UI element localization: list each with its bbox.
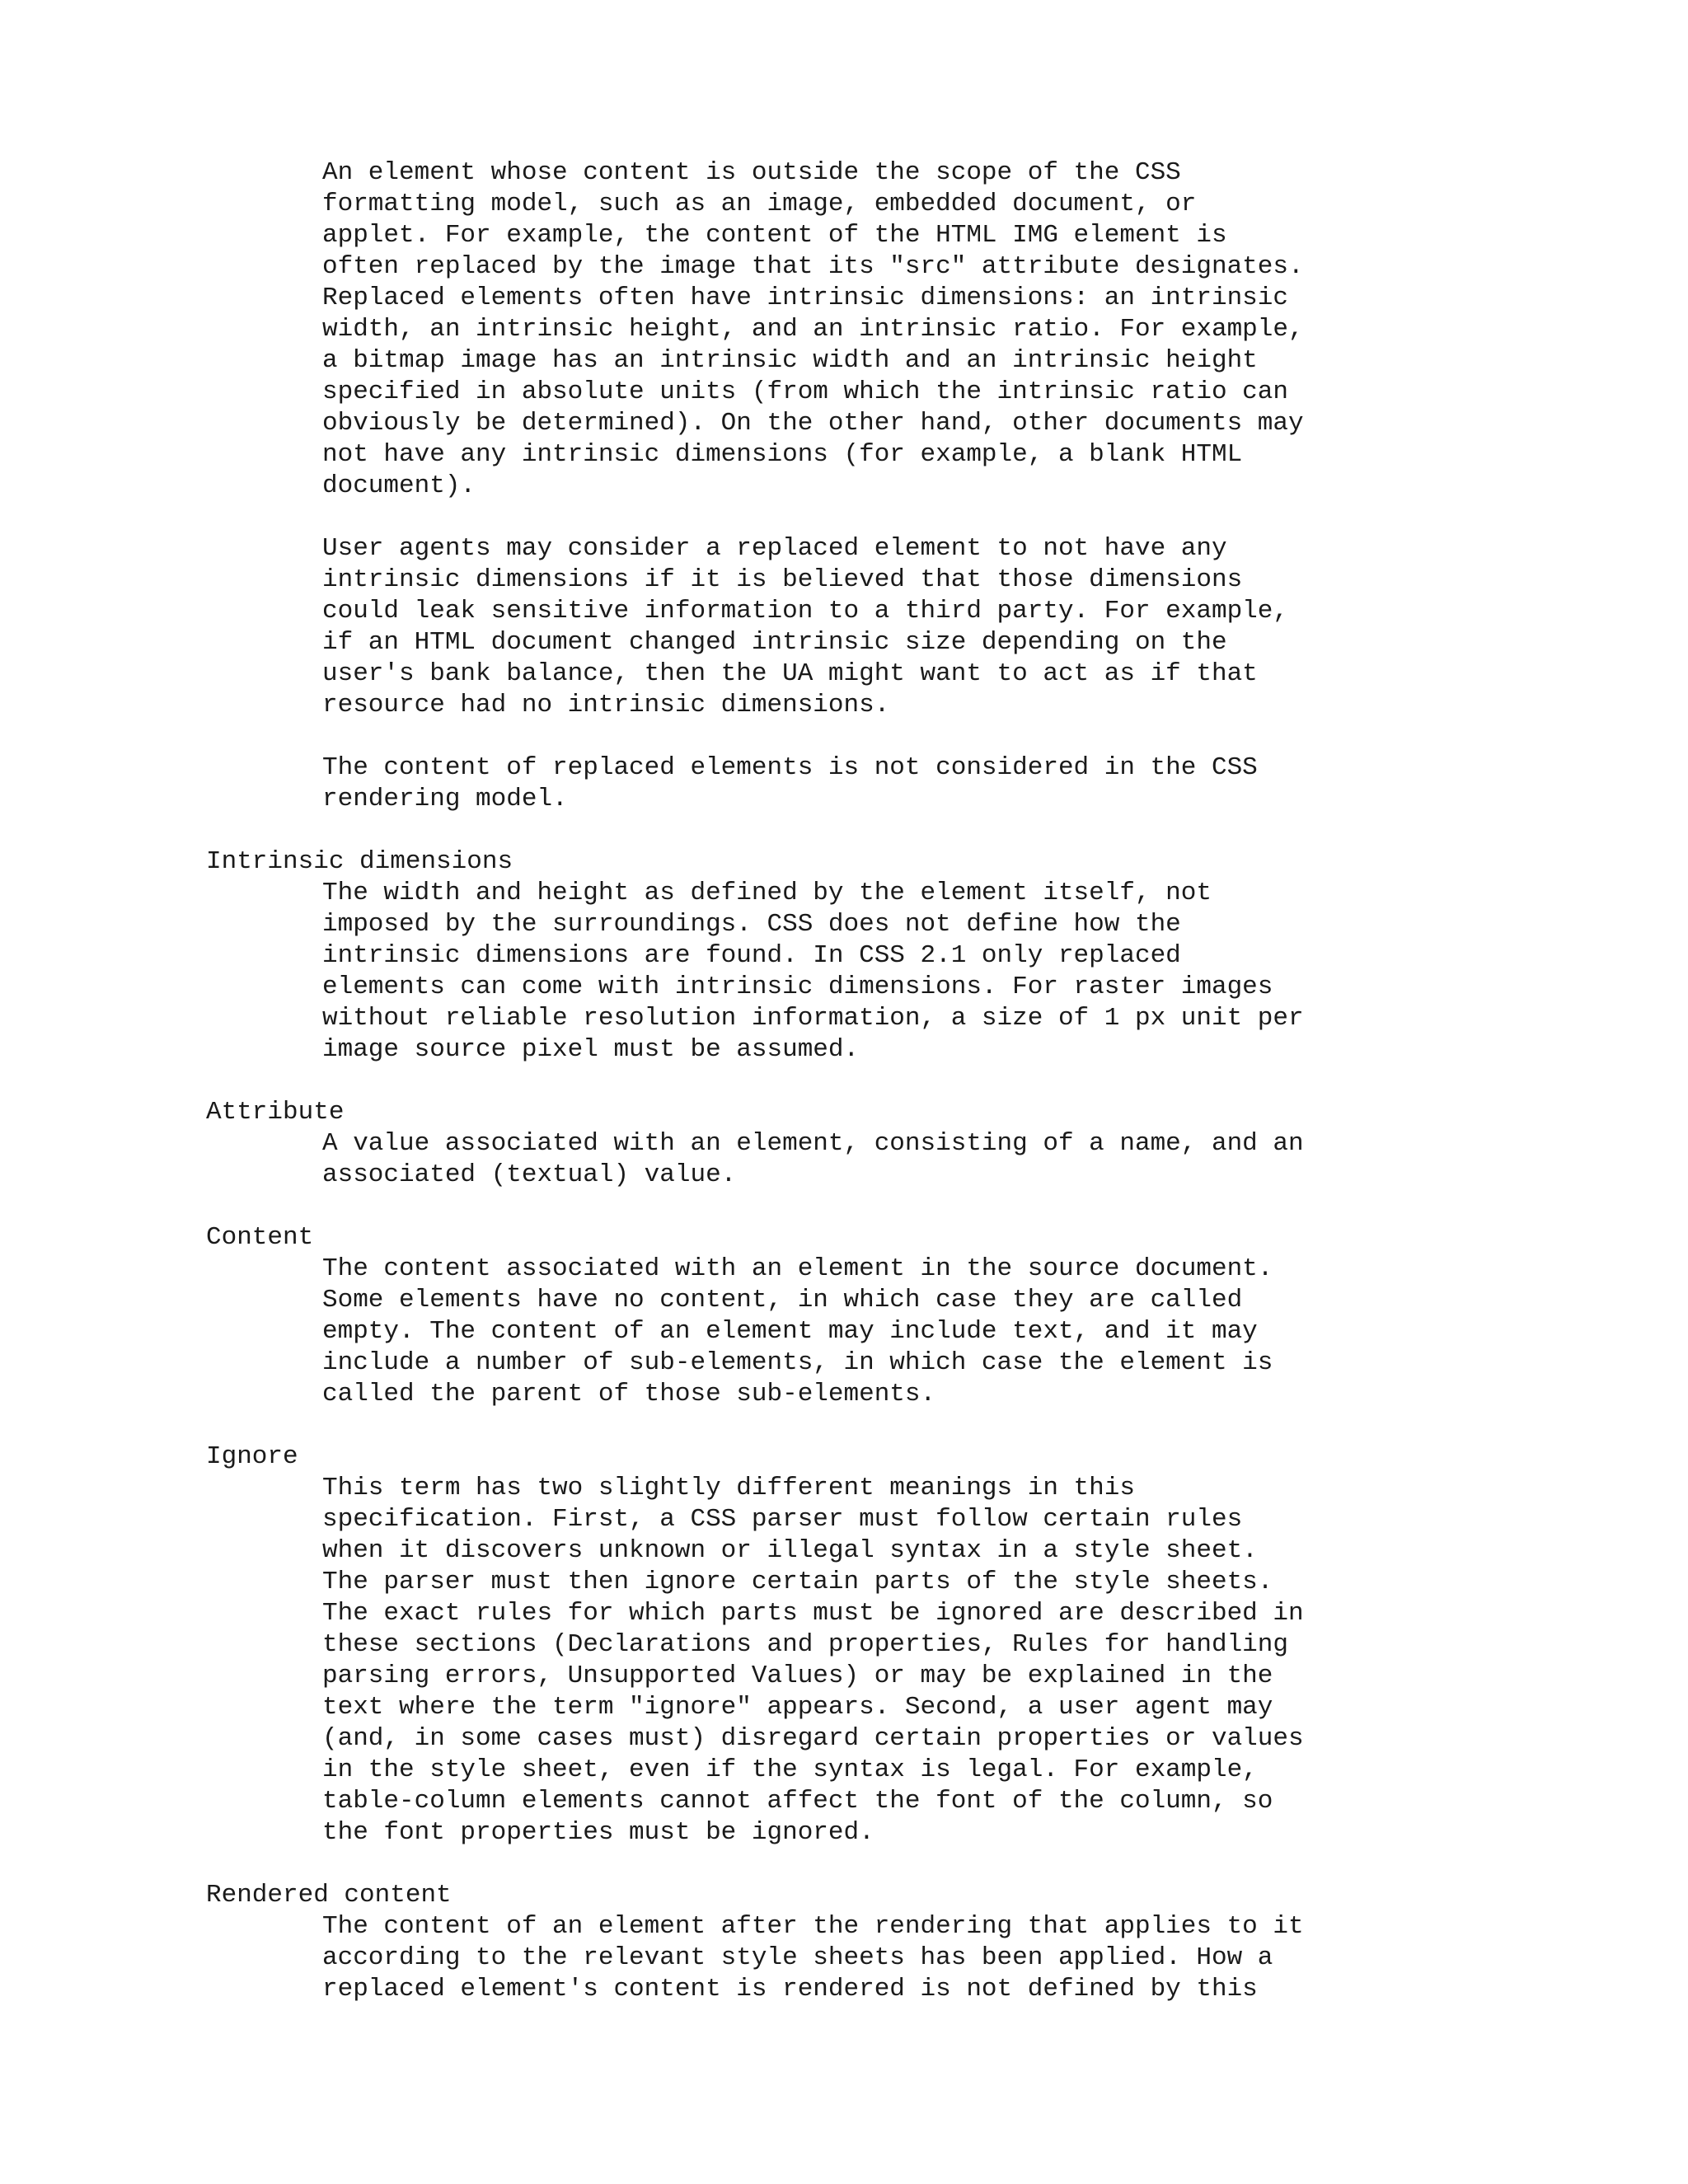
text-line: document). [322,471,476,500]
definition-term: Attribute [206,1098,345,1127]
text-line: if an HTML document changed intrinsic size depending on the [322,628,1227,657]
text-line: The content of replaced elements is not considered in the CSS [322,753,1258,782]
text-line: intrinsic dimensions if it is believed that those dimensions [322,565,1243,594]
text-line: formatting model, such as an image, embedded document, or [322,190,1197,218]
text-line: image source pixel must be assumed. [322,1035,860,1064]
definition-term: Ignore [206,1442,298,1471]
text-line: replaced element's content is rendered is not defined by this [322,1975,1258,2004]
text-line: these sections (Declarations and properties, Rules for handling [322,1630,1288,1659]
text-line: called the parent of those sub-elements. [322,1380,936,1408]
text-line: rendering model. [322,785,568,813]
text-line: obviously be determined). On the other hand, other documents may [322,409,1304,438]
text-line: table-column elements cannot affect the font of the column, so [322,1787,1273,1816]
text-line: An element whose content is outside the scope of the CSS [322,158,1181,187]
text-line: according to the relevant style sheets has been applied. How a [322,1943,1273,1972]
text-line: imposed by the surroundings. CSS does not define how the [322,910,1181,939]
text-line: The exact rules for which parts must be ignored are described in [322,1599,1304,1628]
text-line: Some elements have no content, in which case they are called [322,1286,1243,1315]
text-line: applet. For example, the content of the HTML IMG element is [322,221,1227,250]
text-line: width, an intrinsic height, and an intrinsic ratio. For example, [322,315,1304,344]
text-line: when it discovers unknown or illegal syntax in a style sheet. [322,1536,1258,1565]
text-line: often replaced by the image that its "src" attribute designates. [322,252,1304,281]
text-line: User agents may consider a replaced element to not have any [322,534,1227,563]
text-line: The parser must then ignore certain parts of the style sheets. [322,1568,1273,1596]
text-line: associated (textual) value. [322,1160,737,1189]
definition-term: Intrinsic dimensions [206,847,513,876]
text-line: parsing errors, Unsupported Values) or may be explained in the [322,1661,1273,1690]
text-line: user's bank balance, then the UA might want to act as if that [322,659,1258,688]
text-line: (and, in some cases must) disregard certain properties or values [322,1724,1304,1753]
text-line: could leak sensitive information to a third party. For example, [322,597,1288,626]
text-line: resource had no intrinsic dimensions. [322,691,890,719]
text-line: Replaced elements often have intrinsic dimensions: an intrinsic [322,284,1288,312]
text-line: specification. First, a CSS parser must follow certain rules [322,1505,1243,1534]
definition-term: Rendered content [206,1881,452,1910]
text-line: without reliable resolution information, a size of 1 px unit per [322,1004,1304,1033]
text-line: the font properties must be ignored. [322,1818,874,1847]
text-line: elements can come with intrinsic dimensions. For raster images [322,972,1273,1001]
text-line: The content of an element after the rendering that applies to it [322,1912,1304,1941]
definition-term: Content [206,1223,314,1252]
text-line: empty. The content of an element may include text, and it may [322,1317,1258,1346]
text-line: specified in absolute units (from which the intrinsic ratio can [322,377,1288,406]
text-line: include a number of sub-elements, in which case the element is [322,1348,1273,1377]
text-line: The width and height as defined by the element itself, not [322,879,1212,907]
text-line: text where the term "ignore" appears. Second, a user agent may [322,1693,1273,1722]
text-line: The content associated with an element in the source document. [322,1254,1273,1283]
text-line: intrinsic dimensions are found. In CSS 2.1 only replaced [322,941,1181,970]
text-line: not have any intrinsic dimensions (for example, a blank HTML [322,440,1243,469]
text-line: A value associated with an element, consisting of a name, and an [322,1129,1304,1158]
text-line: a bitmap image has an intrinsic width and an intrinsic height [322,346,1258,375]
text-line: This term has two slightly different meanings in this [322,1474,1135,1502]
text-line: in the style sheet, even if the syntax is legal. For example, [322,1755,1258,1784]
